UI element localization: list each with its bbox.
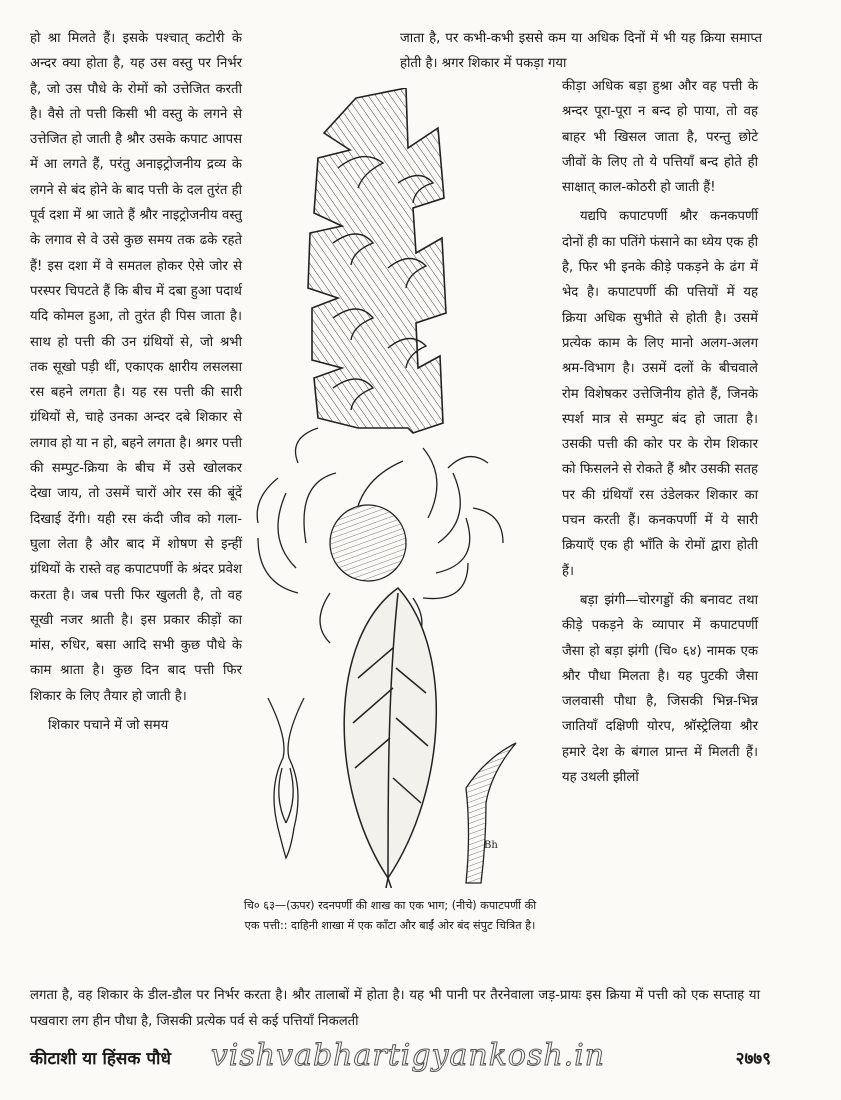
paragraph: शिकार पचाने में जो समय	[48, 718, 169, 734]
figure-signature: Bh	[484, 840, 498, 851]
closed-trap-drawing	[268, 698, 304, 858]
branch-drawing	[308, 88, 446, 433]
page-number: २७७९	[735, 1049, 771, 1069]
watermark: vishvabhartigyankosh.in	[210, 1038, 606, 1073]
bottom-text: लगता है, वह शिकार के डील-डौल पर निर्भर करता है। श्रौर तालाबों में होता है। यह भी पानी पर तैरनेवाला जड़-प्रायः इस क्रिया में पत्ती को एक सप्ताह या पखवारा लग हीन पौधा है, जिसकी प्रत्येक पर्व से कई पत्तियाँ निकलती	[30, 988, 760, 1029]
paragraph: हो श्रा मिलते हैं। इसके पश्चात् कटोरी के अन्दर क्या होता है, यह उस वस्तु पर निर्भर है, जो उस पौधे के रोमों को उत्तेजित करती है। वैसे तो पत्ती किसी भी वस्तु के लगने से उत्तेजित हो जाती है श्रौर उसके कपाट आपस में आ लगते हैं, परंतु अनाइट्रोजनीय द्रव्य के लगने से बंद होने के बाद पत्ती के दल तुरंत ही पूर्व दशा में श्रा जाते हैं श्रौर नाइट्रोजनीय वस्तु के लगाव से वे उसे कुछ समय तक ढके रहते हैं! इस दशा में वे समतल होकर ऐसे जोर से परस्पर चिपटते हैं कि बीच में दबा हुआ पदार्थ यदि कोमल हुआ, तो तुरंत ही पिस जाता है। साथ हो पत्ती की उन ग्रंथियों से, जो श्रभी तक सूखो पड़ी थीं, एकाएक क्षारीय लसलसा रस बहने लगता है। यह रस पत्ती की सारी ग्रंथियों से, चाहे उनका अन्दर दबे शिकार से लगाव हो या न हो, बहने लगता है। श्रगर पत्ती की सम्पुट-क्रिया के बीच में उसे खोलकर देखा जाय, तो उसमें चारों ओर रस की बूंदें दिखाई देंगी। यही रस कंदी जीव को गला-घुला लेता है और बाद में शोषण से इन्हीं ग्रंथियों के रास्ते वह कपाटपर्णी के श्रंदर प्रवेश करता है। जब पत्ती फिर खुलती है, तो वह सूखी नजर श्राती है। इस प्रकार कीड़ों का मांस, रुधिर, बसा आदि सभी कुछ पौधे के काम श्राता है। कुछ दिन बाद पत्ती फिर शिकार के लिए तैयार हो जाती है।	[30, 31, 242, 704]
left-column	[30, 26, 242, 742]
leaf-drawing	[344, 588, 436, 888]
paragraph: यद्यपि कपाटपर्णी श्रौर कनकपर्णी दोनों ही का पतिंगे फंसाने का ध्येय एक ही है, फिर भी इनके कीड़े पकड़ने के ढंग में भेद है। कपाटपर्णी की पत्तियों में यह क्रिया अधिक सुभीते से होती है। उसमें प्रत्येक काम के लिए मानो अलग-अलग श्रम-विभाग है। उसमें दलों के बीचवाले रोम विशेषकर उत्तेजिनीय होते हैं, जिनके स्पर्श मात्र से सम्पुट बंद हो जाता है। उसकी पत्ती की कोर पर के रोम शिकार को फिसलने से रोकते हैं श्रौर उसकी सतह पर की ग्रंथियाँ रस उंडेलकर शिकार का पचन करती हैं। कनकपर्णी में ये सारी क्रियाएँ एक ही भाँति के रोमों द्वारा होती हैं।	[562, 209, 758, 579]
paragraph: कीड़ा अधिक बड़ा हुश्रा और वह पत्ती के श्रन्दर पूरा-पूरा न बन्द हो पाया, तो वह बाहर भी खिसल जाता है, परन्तु छोटे जीवों के लिए तो ये पत्तियाँ बन्द होते ही साक्षात् काल-कोठरी हो जाती हैं!	[562, 79, 758, 196]
section-title: कीटाशी या हिंसक पौधे	[30, 1049, 171, 1069]
top-right-text: जाता है, पर कभी-कभी इससे कम या अधिक दिनों में भी यह क्रिया समाप्त होती है। श्रगर शिकार में पकड़ा गया	[400, 31, 762, 71]
figure-caption: चि० ६३—(ऊपर) रदनपर्णी की शाख का एक भाग; (नीचे) कपाटपर्णी की एक पत्ती:: दाहिनी शाखा में एक काँटा और बाईं ओर बंद संपुट चित्रित है।	[243, 899, 537, 932]
botanical-illustration	[238, 88, 548, 888]
paragraph: बड़ा झंगी—चोरगड्डों की बनावट तथा कीड़े पकड़ने के व्यापार में कपाटपर्णी जैसा हो बड़ा झंगी (चि० ६४) नामक एक श्रौर पौधा मिलता है। यह पुटकी जैसा जलवासी पौधा है, जिसकी भिन्न-भिन्न जातियाँ दक्षिणी योरप, श्रॉस्ट्रेलिया श्रौर हमारे देश के बंगाल प्रान्त में मिलती हैं। यह उथली झीलों	[562, 592, 758, 786]
right-column	[562, 74, 758, 794]
spine-drawing	[466, 743, 516, 883]
